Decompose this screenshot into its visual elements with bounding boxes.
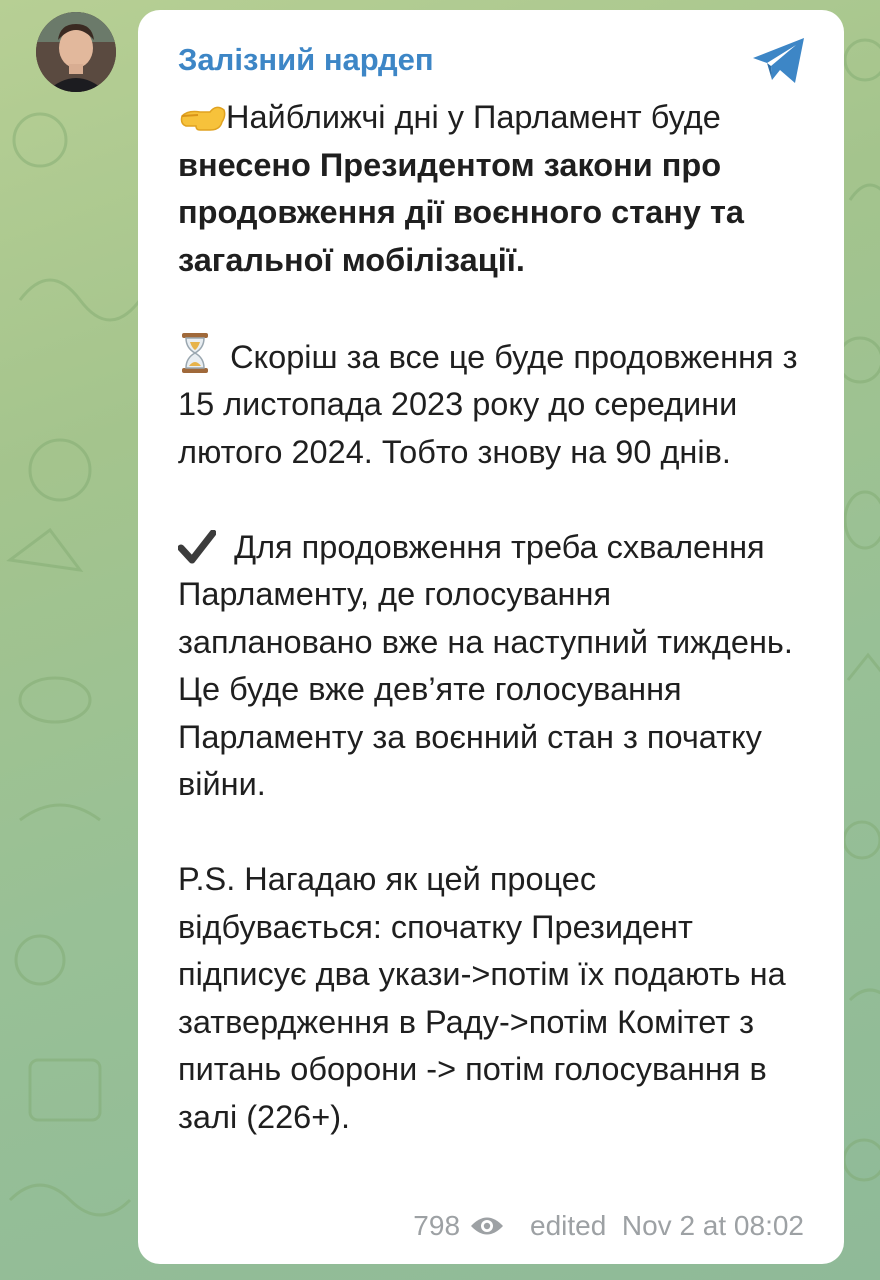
eye-icon — [470, 1215, 504, 1237]
hourglass-icon — [178, 332, 212, 374]
backhand-index-pointing-left-icon — [178, 102, 226, 134]
message-text-ps: P.S. Нагадаю як цей процес відбувається: спочатку Президент підписує два укази->потім їх подають на затвердження в Раду->потім Комітет з питань оборони -> потім голосування в залі (226+). — [178, 861, 786, 1135]
message-paragraph-4 — [178, 856, 804, 1141]
telegram-share-icon[interactable] — [750, 36, 808, 86]
message-timestamp: Nov 2 at 08:02 — [621, 1210, 804, 1241]
message-text-forecast: Скоріш за все це буде продовження з 15 листопада 2023 року до середини лютого 2024. Тобто знову на 90 днів. — [178, 338, 798, 470]
channel-name[interactable]: Залізний нардеп — [178, 42, 434, 77]
edited-label: edited — [530, 1210, 607, 1241]
message-text-approval: Для продовження треба схвалення Парламенту, де голосування заплановано вже на наступний тиждень. Це буде вже дев’яте голосування Парламенту за воєнний стан з початку війни. — [178, 528, 793, 802]
channel-avatar[interactable] — [36, 12, 116, 92]
message-text-bold: внесено Президентом закони про продовження дії воєнного стану та загальної мобілізації. — [178, 146, 744, 278]
message-footer — [413, 1210, 804, 1242]
message-paragraph-1 — [178, 94, 804, 284]
message-bubble — [138, 10, 844, 1264]
message-text — [178, 94, 804, 1141]
message-paragraph-2 — [178, 332, 804, 477]
view-count: 798 — [413, 1210, 461, 1241]
avatar-portrait-image — [36, 12, 116, 92]
message-text-intro: Найближчі дні у Парламент буде — [226, 99, 721, 135]
check-mark-icon — [178, 530, 216, 564]
message-paragraph-3 — [178, 524, 804, 809]
